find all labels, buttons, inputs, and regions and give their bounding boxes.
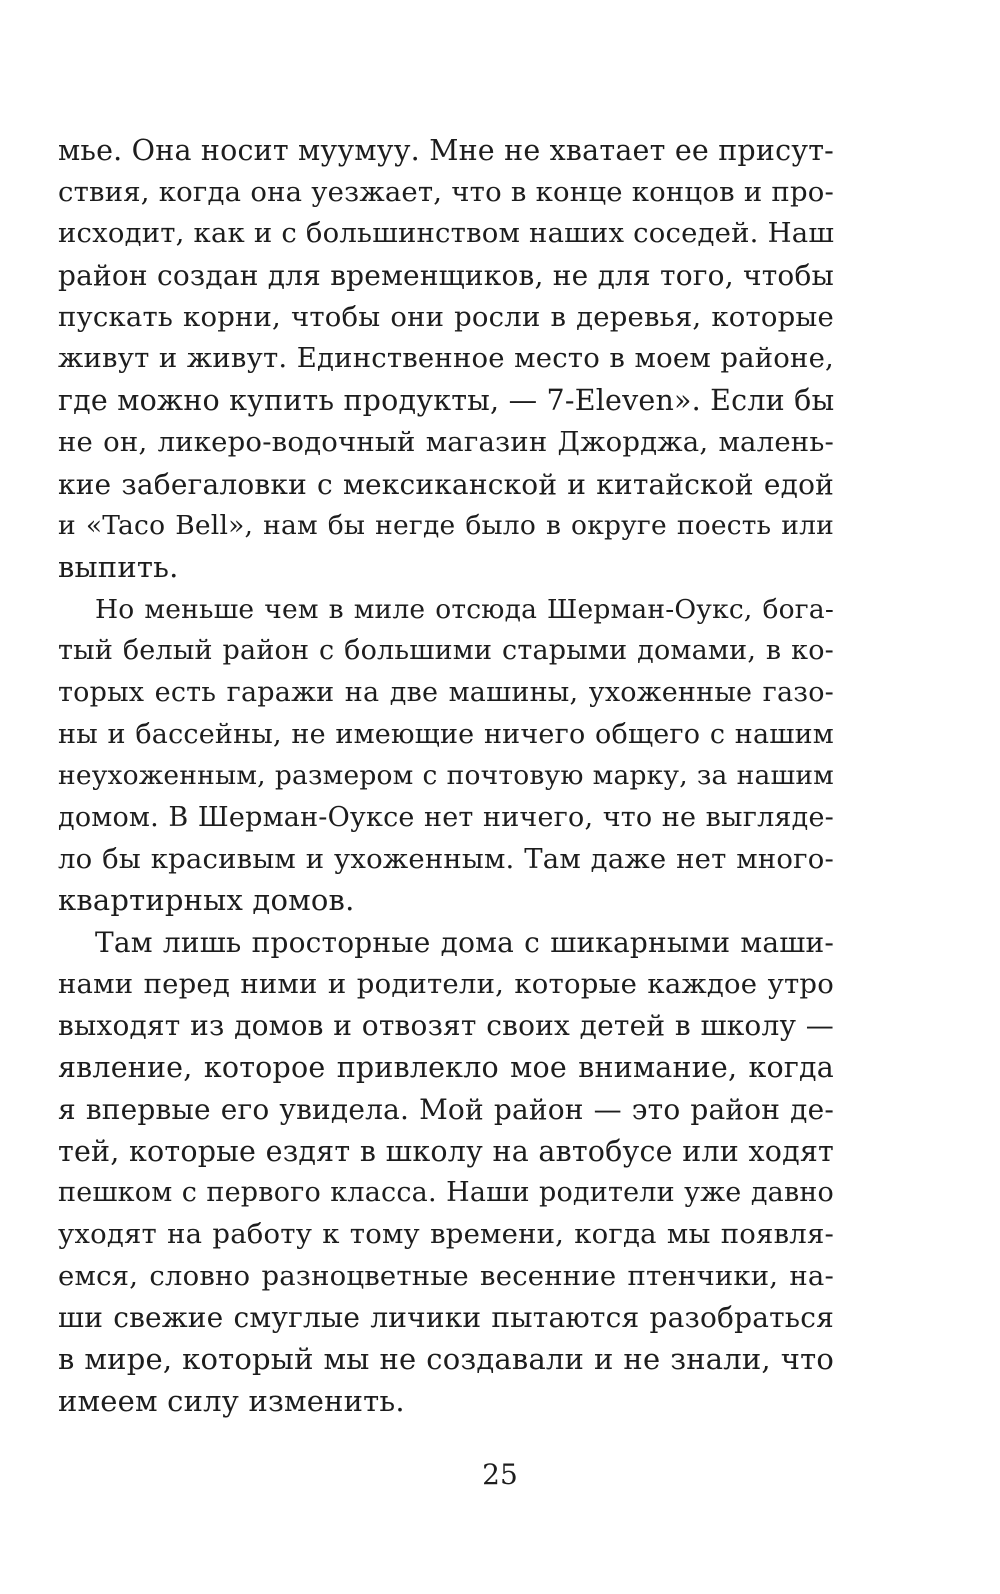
text-line: нами перед ними и родители, которые каждое утро xyxy=(58,967,834,1000)
text-line: Но меньше чем в миле отсюда Шерман-Оукс, бога- xyxy=(95,593,834,625)
text-line: домом. В Шерман-Оуксе нет ничего, что не выгляде- xyxy=(58,802,834,833)
text-line: ло бы красивым и ухоженным. Там даже нет много- xyxy=(58,842,834,875)
text-line: живут и живут. Единственное место в моем районе, xyxy=(58,342,834,375)
text-line: тый белый район с большими старыми домами, в ко- xyxy=(58,635,834,667)
text-line: район создан для временщиков, не для того, чтобы xyxy=(58,259,834,293)
text-line: торых есть гаражи на две машины, ухоженные газо- xyxy=(58,676,834,708)
text-line: кие забегаловки с мексиканской и китайской едой xyxy=(58,467,834,501)
text-line: Там лишь просторные дома с шикарными маши- xyxy=(95,926,834,960)
text-line: выходят из домов и отвозят своих детей в школу — xyxy=(58,1009,834,1043)
text-line: пешком с первого класса. Наши родители уже давно xyxy=(58,1177,834,1209)
text-line: уходят на работу к тому времени, когда мы появля- xyxy=(58,1217,834,1250)
text-line: квартирных домов. xyxy=(58,883,355,918)
text-line: тей, которые ездят в школу на автобусе или ходят xyxy=(58,1134,834,1168)
text-line: имеем силу изменить. xyxy=(58,1383,405,1418)
text-line: выпить. xyxy=(58,549,179,584)
text-line: ны и бассейны, не имеющие ничего общего с нашим xyxy=(58,718,834,750)
text-line: неухоженным, размером с почтовую марку, за нашим xyxy=(58,760,834,792)
text-line: в мире, который мы не создавали и не знали, что xyxy=(58,1341,834,1376)
text-line: мье. Она носит муумуу. Мне не хватает ее присут- xyxy=(58,134,834,167)
text-line: ствия, когда она уезжает, что в конце концов и про- xyxy=(58,175,834,208)
text-line: явление, которое привлекло мое внимание, когда xyxy=(58,1051,834,1085)
text-line: емся, словно разноцветные весенние птенчики, на- xyxy=(58,1259,834,1292)
text-line: пускать корни, чтобы они росли в деревья, которые xyxy=(58,300,834,333)
text-line: исходит, как и с большинством наших соседей. Наш xyxy=(58,217,835,250)
text-line: и «Taco Bell», нам бы негде было в округе поесть или xyxy=(58,510,834,542)
text-line: не он, ликеро-водочный магазин Джорджа, малень- xyxy=(58,425,834,458)
body-text xyxy=(58,130,834,1422)
page-number: 25 xyxy=(482,1458,518,1491)
text-line: ши свежие смуглые личики пытаются разобраться xyxy=(58,1301,834,1335)
text-line: где можно купить продукты, — 7-Eleven». Если бы xyxy=(58,384,835,418)
text-line: я впервые его увидела. Мой район — это район де- xyxy=(58,1092,834,1126)
